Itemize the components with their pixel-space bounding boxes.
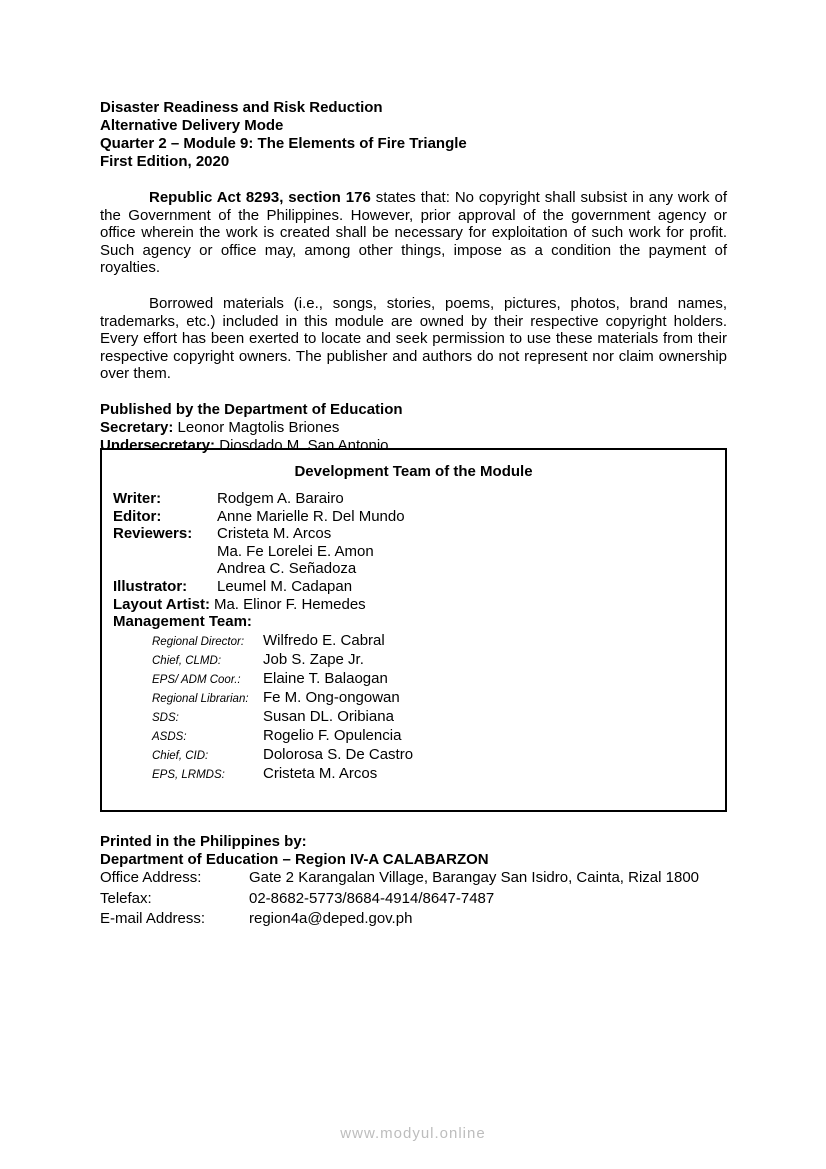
delivery-mode: Alternative Delivery Mode bbox=[100, 117, 284, 134]
management-row: ASDS: Rogelio F. Opulencia bbox=[152, 726, 402, 744]
team-members bbox=[113, 490, 713, 784]
publisher-block bbox=[100, 401, 727, 455]
reviewers-row: Reviewers: Cristeta M. Arcos bbox=[113, 525, 332, 543]
copyright-paragraph bbox=[100, 189, 727, 277]
printed-by: Printed in the Philippines by: bbox=[100, 833, 307, 850]
management-row: Regional Director: Wilfredo E. Cabral bbox=[152, 631, 385, 649]
reviewers-row: Andrea C. Señadoza bbox=[217, 560, 357, 578]
undersecretary-line: Undersecretary: Diosdado M. San Antonio bbox=[100, 436, 389, 454]
management-team-row: Management Team: bbox=[113, 613, 252, 631]
email-row: E-mail Address: region4a@deped.gov.ph bbox=[100, 909, 727, 930]
development-team-box bbox=[100, 448, 727, 812]
edition: First Edition, 2020 bbox=[100, 153, 230, 170]
published-by: Published by the Department of Education bbox=[100, 400, 403, 418]
secretary-line: Secretary: Leonor Magtolis Briones bbox=[100, 418, 340, 436]
layout-artist-row: Layout Artist: Ma. Elinor F. Hemedes bbox=[113, 595, 366, 613]
reviewers-row: Ma. Fe Lorelei E. Amon bbox=[217, 542, 374, 560]
team-title: Development Team of the Module bbox=[294, 463, 533, 480]
borrowed-materials-paragraph: Borrowed materials (i.e., songs, stories, poems, pictures, photos, brand names, trademarks, etc.) included in this module are owned by their respective copyright holders. Every effort has been exerted to locate and seek permission to use these materials from their respective copyright owners. The publisher and authors do not represent nor claim ownership over them. bbox=[100, 294, 727, 383]
management-row: EPS/ ADM Coor.: Elaine T. Balaogan bbox=[152, 669, 388, 687]
deped-region: Department of Education – Region IV-A CALABARZON bbox=[100, 850, 489, 868]
illustrator-row: Illustrator: Leumel M. Cadapan bbox=[113, 577, 353, 595]
editor-row: Editor: Anne Marielle R. Del Mundo bbox=[113, 507, 405, 525]
email-address: region4a@deped.gov.ph bbox=[249, 910, 413, 927]
module-title: Quarter 2 – Module 9: The Elements of Fire Triangle bbox=[100, 135, 467, 152]
copyright-text: states that: No copyright shall subsist in any work of the Government of the Philippines. However, prior approval of the government agency or office wherein the work is created shall be necessary for exploitation of such work for profit. Such agency or office may, among other things, impose as a condition the payment of royalties. bbox=[100, 189, 728, 277]
watermark: www.modyul.online bbox=[340, 1125, 486, 1142]
copyright-law: Republic Act 8293, section 176 bbox=[149, 189, 371, 206]
title-block bbox=[100, 99, 727, 171]
writer-row: Writer: Rodgem A. Barairo bbox=[113, 490, 344, 507]
management-row: Chief, CLMD: Job S. Zape Jr. bbox=[152, 650, 364, 668]
management-row: Chief, CID: Dolorosa S. De Castro bbox=[152, 745, 414, 763]
printed-by-block bbox=[100, 833, 727, 930]
management-row: SDS: Susan DL. Oribiana bbox=[152, 707, 394, 725]
management-row: Regional Librarian: Fe M. Ong-ongowan bbox=[152, 688, 400, 706]
management-row: EPS, LRMDS: Cristeta M. Arcos bbox=[152, 764, 378, 782]
telefax-row: Telefax: 02-8682-5773/8684-4914/8647-7487 bbox=[100, 889, 495, 907]
page-content bbox=[100, 99, 727, 455]
management-list bbox=[152, 632, 713, 784]
subject-title: Disaster Readiness and Risk Reduction bbox=[100, 99, 383, 116]
office-address-row: Office Address: Gate 2 Karangalan Village, Barangay San Isidro, Cainta, Rizal 1800 bbox=[100, 869, 700, 886]
